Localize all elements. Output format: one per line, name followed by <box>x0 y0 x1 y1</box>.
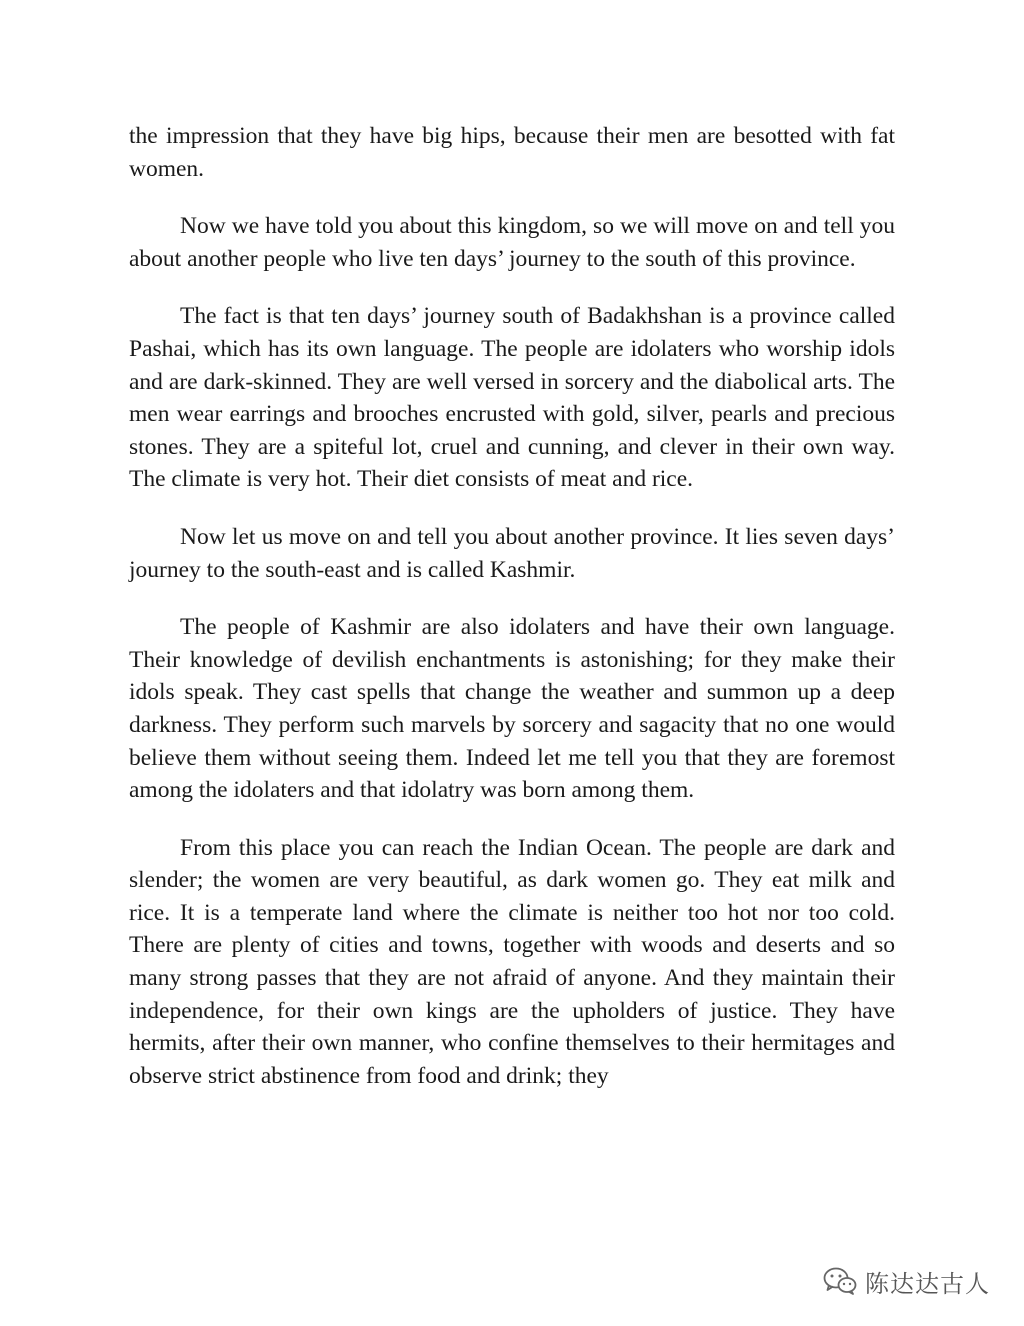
paragraph-1: the impression that they have big hips, because their men are besotted with fat women. <box>129 123 895 182</box>
paragraph-6: From this place you can reach the Indian Ocean. The people are dark and slender; the women are very beautiful, as dark women go. They eat milk and rice. It is a temperate land where the climate is neither too hot nor too cold. There are plenty of cities and towns, together with woods and deserts and so many strong passes that they are not afraid of anyone. And they maintain their independence, for their own kings are the upholders of justice. They have hermits, after their own manner, who confine themselves to their hermitages and observe strict abstinence from food and drink; they <box>129 834 895 1089</box>
paragraph-2: Now we have told you about this kingdom, so we will move on and tell you about another people who live ten days’ journey to the south of this province. <box>129 213 895 272</box>
watermark <box>823 1264 990 1298</box>
paragraph-3: The fact is that ten days’ journey south of Badakhshan is a province called Pashai, which has its own language. The people are idolaters who worship idols and are dark-skinned. They are well versed in sorcery and the diabolical arts. The men wear earrings and brooches encrusted with gold, silver, pearls and precious stones. They are a spiteful lot, cruel and cunning, and clever in their own way. The climate is very hot. Their diet consists of meat and rice. <box>129 303 895 493</box>
paragraph-4: Now let us move on and tell you about another province. It lies seven days’ journey to the south-east and is called Kashmir. <box>129 523 895 583</box>
watermark-text: 陈达达古人 <box>865 1269 990 1298</box>
paragraph-5: The people of Kashmir are also idolaters and have their own language. Their knowledge of devilish enchantments is astonishing; for they make their idols speak. They cast spells that change the weather and summon up a deep darkness. They perform such marvels by sorcery and sagacity that no one would believe them without seeing them. Indeed let me tell you that they are foremost among the idolaters and that idolatry was born among them. <box>129 614 895 804</box>
document-body <box>129 120 895 1117</box>
wechat-icon <box>823 1266 857 1296</box>
